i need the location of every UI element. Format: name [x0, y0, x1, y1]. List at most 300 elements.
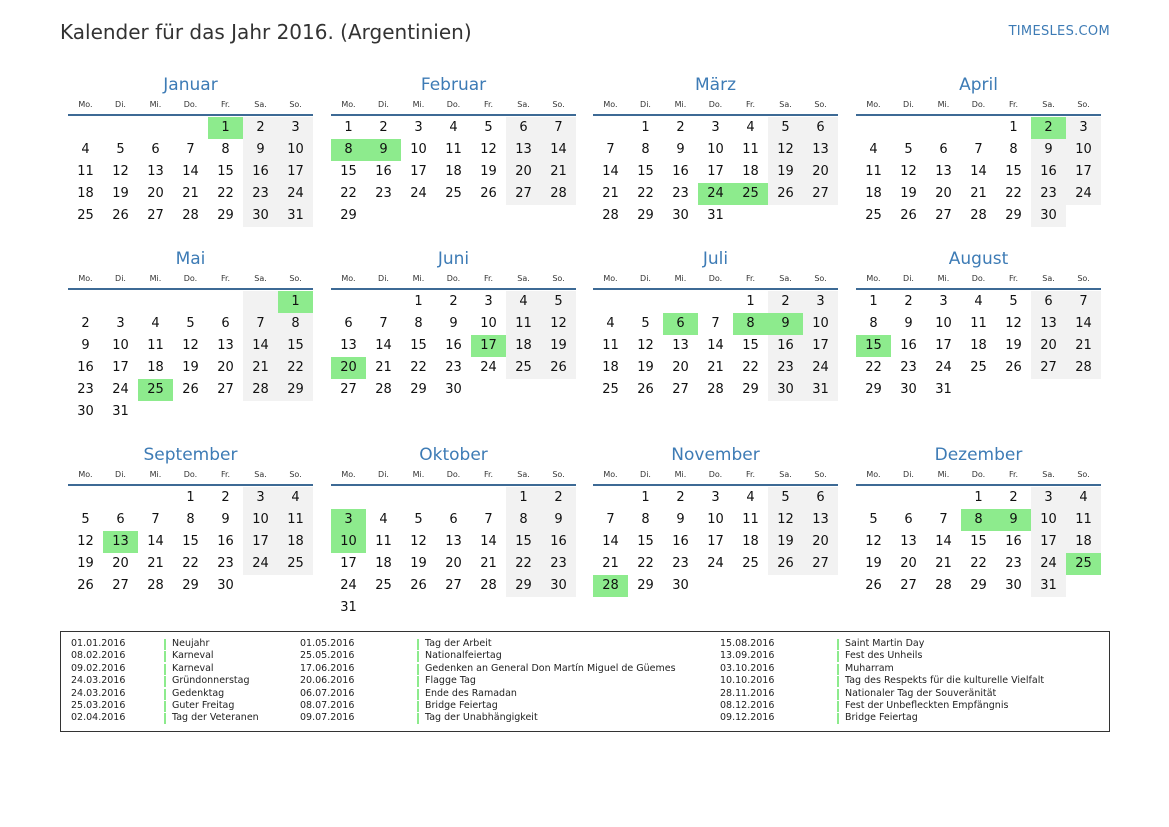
- day-cell: 24: [1066, 183, 1101, 205]
- day-cell: 29: [742, 382, 759, 397]
- empty-cell: [243, 291, 278, 313]
- holiday-name: Bridge Feiertag: [425, 699, 498, 711]
- empty-cell: [401, 597, 436, 619]
- day-cell: 26: [768, 183, 803, 205]
- day-cell: 23: [541, 553, 576, 575]
- holiday-name: Flagge Tag: [425, 675, 476, 687]
- day-cell: 28: [375, 382, 392, 397]
- day-cell: 1: [746, 294, 755, 309]
- weekday-label: Mo.: [341, 100, 356, 109]
- weekday-label: Fr.: [483, 470, 494, 479]
- day-cell: 30: [243, 205, 278, 227]
- day-cell: 18: [506, 335, 541, 357]
- day-cell: 19: [541, 335, 576, 357]
- day-cell: 22: [340, 186, 357, 201]
- month-1: [68, 74, 313, 227]
- holiday-day-cell: 25: [1066, 553, 1101, 575]
- day-cell: 20: [217, 360, 234, 375]
- empty-cell: [1066, 379, 1101, 401]
- day-cell: 4: [974, 294, 983, 309]
- day-cell: 23: [217, 556, 234, 571]
- month-2: [331, 74, 576, 227]
- day-cell: 3: [1066, 117, 1101, 139]
- weekday-label: Di.: [378, 274, 389, 283]
- day-cell: 7: [243, 313, 278, 335]
- day-cell: 2: [541, 487, 576, 509]
- day-grid: [856, 291, 1101, 401]
- day-cell: 26: [865, 578, 882, 593]
- day-cell: 14: [1066, 313, 1101, 335]
- holiday-name: Nationaler Tag der Souveränität: [845, 687, 997, 699]
- empty-cell: [68, 117, 103, 139]
- day-cell: 29: [278, 379, 313, 401]
- empty-cell: [366, 487, 401, 509]
- legend-row: [71, 675, 259, 687]
- empty-cell: [243, 575, 278, 597]
- weekday-label: Fr.: [1008, 274, 1019, 283]
- day-cell: 28: [970, 208, 987, 223]
- day-cell: 14: [480, 534, 497, 549]
- day-cell: 8: [869, 316, 878, 331]
- day-cell: 16: [1031, 161, 1066, 183]
- day-cell: 5: [541, 291, 576, 313]
- day-cell: 12: [541, 313, 576, 335]
- holiday-date: 13.09.2016: [720, 650, 775, 662]
- empty-cell: [856, 487, 891, 509]
- weekday-header: [331, 272, 576, 290]
- day-cell: 18: [278, 531, 313, 553]
- legend-row: [720, 663, 1044, 675]
- day-cell: 31: [340, 600, 357, 615]
- day-cell: 11: [1066, 509, 1101, 531]
- day-cell: 28: [1066, 357, 1101, 379]
- holiday-name: Guter Freitag: [172, 699, 235, 711]
- day-cell: 16: [672, 164, 689, 179]
- day-cell: 8: [414, 316, 423, 331]
- day-cell: 2: [379, 120, 388, 135]
- weekday-label: Fr.: [745, 470, 756, 479]
- month-10: [331, 444, 576, 619]
- legend-row: [720, 700, 1044, 712]
- month-8: [856, 248, 1101, 401]
- day-cell: 10: [803, 313, 838, 335]
- day-grid: [68, 117, 313, 227]
- day-cell: 8: [278, 313, 313, 335]
- holiday-date: 24.03.2016: [71, 675, 126, 687]
- day-cell: 12: [112, 164, 129, 179]
- day-cell: 27: [217, 382, 234, 397]
- holiday-day-cell: 8: [733, 313, 768, 335]
- weekday-label: Fr.: [745, 100, 756, 109]
- day-cell: 2: [676, 490, 685, 505]
- day-cell: 22: [278, 357, 313, 379]
- day-cell: 27: [935, 208, 952, 223]
- legend-row: [300, 675, 676, 687]
- weekday-header: [68, 468, 313, 486]
- day-cell: 24: [707, 556, 724, 571]
- day-cell: 13: [147, 164, 164, 179]
- day-cell: 13: [340, 338, 357, 353]
- day-cell: 20: [803, 161, 838, 183]
- weekday-label: So.: [289, 470, 302, 479]
- empty-cell: [856, 117, 891, 139]
- day-cell: 10: [707, 142, 724, 157]
- day-cell: 21: [182, 186, 199, 201]
- day-cell: 1: [1009, 120, 1018, 135]
- day-grid: [856, 117, 1101, 227]
- legend-row: [720, 688, 1044, 700]
- empty-cell: [1031, 379, 1066, 401]
- day-cell: 22: [865, 360, 882, 375]
- day-cell: 26: [900, 208, 917, 223]
- empty-cell: [541, 205, 576, 227]
- weekday-label: Mi.: [149, 274, 162, 283]
- day-cell: 3: [414, 120, 423, 135]
- day-cell: 14: [970, 164, 987, 179]
- weekday-label: Mi.: [937, 470, 950, 479]
- day-cell: 28: [602, 208, 619, 223]
- day-cell: 27: [672, 382, 689, 397]
- holiday-date: 01.01.2016: [71, 638, 126, 649]
- day-cell: 12: [77, 534, 94, 549]
- holiday-date: 09.07.2016: [300, 712, 355, 724]
- day-cell: 23: [672, 556, 689, 571]
- day-cell: 15: [182, 534, 199, 549]
- day-cell: 13: [445, 534, 462, 549]
- empty-cell: [698, 291, 733, 313]
- holiday-marker: [837, 664, 839, 675]
- day-grid: [331, 117, 576, 227]
- day-cell: 30: [1005, 578, 1022, 593]
- day-cell: 2: [243, 117, 278, 139]
- weekday-label: Do.: [708, 470, 723, 479]
- day-cell: 26: [541, 357, 576, 379]
- day-cell: 18: [1066, 531, 1101, 553]
- holiday-marker: [837, 689, 839, 700]
- weekday-label: Mo.: [603, 470, 618, 479]
- day-cell: 22: [742, 360, 759, 375]
- day-cell: 6: [1031, 291, 1066, 313]
- day-cell: 30: [672, 578, 689, 593]
- day-cell: 19: [1005, 338, 1022, 353]
- day-cell: 23: [672, 186, 689, 201]
- day-cell: 28: [935, 578, 952, 593]
- day-cell: 26: [480, 186, 497, 201]
- holiday-legend: [60, 631, 1110, 732]
- day-cell: 26: [768, 553, 803, 575]
- day-cell: 28: [541, 183, 576, 205]
- day-cell: 14: [147, 534, 164, 549]
- empty-cell: [243, 401, 278, 423]
- day-grid: [68, 487, 313, 597]
- weekday-label: Di.: [115, 470, 126, 479]
- legend-row: [300, 663, 676, 675]
- day-cell: 8: [506, 509, 541, 531]
- day-cell: 17: [243, 531, 278, 553]
- day-cell: 6: [116, 512, 125, 527]
- weekday-label: Di.: [640, 274, 651, 283]
- empty-cell: [1066, 575, 1101, 597]
- month-name: März: [695, 75, 736, 95]
- legend-row: [300, 712, 676, 724]
- day-cell: 21: [935, 556, 952, 571]
- holiday-date: 08.07.2016: [300, 699, 355, 711]
- holiday-marker: [417, 639, 419, 650]
- holiday-name: Neujahr: [172, 638, 210, 649]
- day-cell: 2: [768, 291, 803, 313]
- day-grid: [593, 291, 838, 401]
- empty-cell: [733, 575, 768, 597]
- day-cell: 13: [803, 139, 838, 161]
- day-cell: 30: [77, 404, 94, 419]
- day-cell: 21: [707, 360, 724, 375]
- day-cell: 7: [711, 316, 720, 331]
- month-name: August: [948, 249, 1009, 269]
- weekday-label: Mo.: [341, 470, 356, 479]
- day-grid: [331, 487, 576, 619]
- day-cell: 11: [742, 142, 759, 157]
- weekday-label: Mo.: [78, 470, 93, 479]
- day-cell: 12: [768, 139, 803, 161]
- weekday-label: Sa.: [1042, 470, 1055, 479]
- empty-cell: [331, 291, 366, 313]
- day-cell: 28: [707, 382, 724, 397]
- day-cell: 2: [221, 490, 230, 505]
- empty-cell: [366, 205, 401, 227]
- day-cell: 12: [480, 142, 497, 157]
- holiday-name: Gründonnerstag: [172, 675, 250, 687]
- day-cell: 11: [602, 338, 619, 353]
- empty-cell: [803, 575, 838, 597]
- day-cell: 5: [904, 142, 913, 157]
- weekday-label: Sa.: [517, 100, 530, 109]
- weekday-label: Do.: [183, 470, 198, 479]
- day-cell: 5: [1009, 294, 1018, 309]
- day-cell: 29: [970, 578, 987, 593]
- day-cell: 18: [865, 186, 882, 201]
- day-cell: 27: [340, 382, 357, 397]
- day-cell: 24: [340, 578, 357, 593]
- weekday-header: [331, 468, 576, 486]
- day-cell: 24: [112, 382, 129, 397]
- day-cell: 24: [480, 360, 497, 375]
- holiday-date: 03.10.2016: [720, 662, 775, 674]
- empty-cell: [926, 487, 961, 509]
- weekday-header: [68, 98, 313, 116]
- empty-cell: [103, 291, 138, 313]
- day-cell: 25: [278, 553, 313, 575]
- day-cell: 30: [768, 379, 803, 401]
- holiday-day-cell: 24: [698, 183, 733, 205]
- day-cell: 20: [672, 360, 689, 375]
- empty-cell: [436, 597, 471, 619]
- legend-row: [71, 663, 259, 675]
- day-cell: 20: [803, 531, 838, 553]
- legend-row: [71, 688, 259, 700]
- day-grid: [856, 487, 1101, 597]
- weekday-label: Mo.: [603, 100, 618, 109]
- legend-row: [71, 712, 259, 724]
- month-name: November: [671, 445, 760, 465]
- day-cell: 9: [676, 142, 685, 157]
- weekday-label: Fr.: [483, 274, 494, 283]
- day-cell: 7: [484, 512, 493, 527]
- holiday-marker: [164, 664, 166, 675]
- weekday-label: Do.: [446, 100, 461, 109]
- holiday-day-cell: 6: [663, 313, 698, 335]
- day-cell: 11: [375, 534, 392, 549]
- holiday-day-cell: 25: [138, 379, 173, 401]
- day-cell: 30: [672, 208, 689, 223]
- holiday-name: Tag der Unabhängigkeit: [425, 712, 538, 724]
- empty-cell: [138, 291, 173, 313]
- empty-cell: [401, 205, 436, 227]
- holiday-date: 28.11.2016: [720, 687, 775, 699]
- holiday-date: 08.12.2016: [720, 699, 775, 711]
- weekday-label: So.: [1077, 470, 1090, 479]
- day-cell: 18: [77, 186, 94, 201]
- holiday-day-cell: 17: [471, 335, 506, 357]
- empty-cell: [506, 379, 541, 401]
- day-cell: 11: [278, 509, 313, 531]
- day-cell: 19: [768, 531, 803, 553]
- day-cell: 11: [506, 313, 541, 335]
- day-cell: 11: [970, 316, 987, 331]
- empty-cell: [208, 401, 243, 423]
- day-cell: 19: [865, 556, 882, 571]
- legend-column: [300, 638, 676, 725]
- day-cell: 5: [768, 487, 803, 509]
- holiday-marker: [417, 664, 419, 675]
- weekday-label: Mi.: [937, 274, 950, 283]
- day-cell: 5: [869, 512, 878, 527]
- day-cell: 19: [410, 556, 427, 571]
- day-cell: 8: [1009, 142, 1018, 157]
- day-grid: [331, 291, 576, 401]
- page-title: Kalender für das Jahr 2016. (Argentinien): [60, 20, 472, 44]
- weekday-label: Fr.: [745, 274, 756, 283]
- holiday-name: Bridge Feiertag: [845, 712, 918, 724]
- day-cell: 9: [541, 509, 576, 531]
- day-cell: 22: [637, 186, 654, 201]
- weekday-label: So.: [814, 100, 827, 109]
- day-cell: 9: [1031, 139, 1066, 161]
- legend-row: [720, 712, 1044, 724]
- day-cell: 15: [637, 164, 654, 179]
- legend-column: [71, 638, 259, 725]
- day-cell: 31: [803, 379, 838, 401]
- day-cell: 21: [602, 556, 619, 571]
- empty-cell: [961, 379, 996, 401]
- day-cell: 20: [506, 161, 541, 183]
- day-cell: 23: [768, 357, 803, 379]
- day-cell: 24: [278, 183, 313, 205]
- day-cell: 3: [116, 316, 125, 331]
- day-cell: 18: [742, 534, 759, 549]
- day-cell: 25: [742, 556, 759, 571]
- month-name: Dezember: [934, 445, 1023, 465]
- legend-row: [300, 700, 676, 712]
- day-cell: 19: [900, 186, 917, 201]
- day-cell: 6: [344, 316, 353, 331]
- day-cell: 11: [742, 512, 759, 527]
- weekday-label: Sa.: [254, 274, 267, 283]
- day-cell: 7: [1066, 291, 1101, 313]
- day-cell: 21: [541, 161, 576, 183]
- empty-cell: [138, 401, 173, 423]
- day-cell: 6: [449, 512, 458, 527]
- day-cell: 26: [112, 208, 129, 223]
- weekday-label: Sa.: [779, 274, 792, 283]
- empty-cell: [541, 597, 576, 619]
- day-cell: 14: [541, 139, 576, 161]
- day-cell: 27: [147, 208, 164, 223]
- month-9: [68, 444, 313, 597]
- month-7: [593, 248, 838, 401]
- day-cell: 14: [602, 534, 619, 549]
- day-cell: 10: [243, 509, 278, 531]
- day-cell: 16: [1005, 534, 1022, 549]
- empty-cell: [506, 597, 541, 619]
- day-cell: 9: [243, 139, 278, 161]
- empty-cell: [138, 487, 173, 509]
- day-cell: 13: [506, 139, 541, 161]
- day-cell: 27: [1031, 357, 1066, 379]
- day-cell: 5: [641, 316, 650, 331]
- day-cell: 31: [707, 208, 724, 223]
- day-cell: 5: [414, 512, 423, 527]
- holiday-marker: [837, 701, 839, 712]
- holiday-name: Ende des Ramadan: [425, 687, 517, 699]
- day-cell: 7: [151, 512, 160, 527]
- weekday-label: Sa.: [1042, 274, 1055, 283]
- weekday-header: [856, 468, 1101, 486]
- weekday-header: [856, 272, 1101, 290]
- empty-cell: [1066, 205, 1101, 227]
- weekday-label: Mo.: [603, 274, 618, 283]
- day-cell: 23: [77, 382, 94, 397]
- legend-row: [71, 650, 259, 662]
- day-cell: 5: [484, 120, 493, 135]
- empty-cell: [541, 379, 576, 401]
- day-cell: 5: [116, 142, 125, 157]
- holiday-day-cell: 13: [103, 531, 138, 553]
- weekday-label: So.: [289, 100, 302, 109]
- holiday-name: Fest des Unheils: [845, 650, 923, 662]
- weekday-header: [68, 272, 313, 290]
- day-cell: 1: [414, 294, 423, 309]
- day-cell: 6: [151, 142, 160, 157]
- day-cell: 1: [641, 490, 650, 505]
- empty-cell: [401, 487, 436, 509]
- holiday-day-cell: 28: [593, 575, 628, 597]
- brand-link[interactable]: TIMESLES.COM: [1008, 24, 1110, 39]
- day-cell: 16: [445, 338, 462, 353]
- day-cell: 15: [506, 531, 541, 553]
- month-5: [68, 248, 313, 423]
- day-cell: 24: [410, 186, 427, 201]
- holiday-day-cell: 1: [208, 117, 243, 139]
- weekday-header: [593, 272, 838, 290]
- day-cell: 12: [900, 164, 917, 179]
- day-cell: 4: [869, 142, 878, 157]
- weekday-label: Fr.: [220, 274, 231, 283]
- weekday-label: Fr.: [220, 100, 231, 109]
- empty-cell: [278, 401, 313, 423]
- empty-cell: [768, 205, 803, 227]
- day-cell: 28: [182, 208, 199, 223]
- day-cell: 10: [707, 512, 724, 527]
